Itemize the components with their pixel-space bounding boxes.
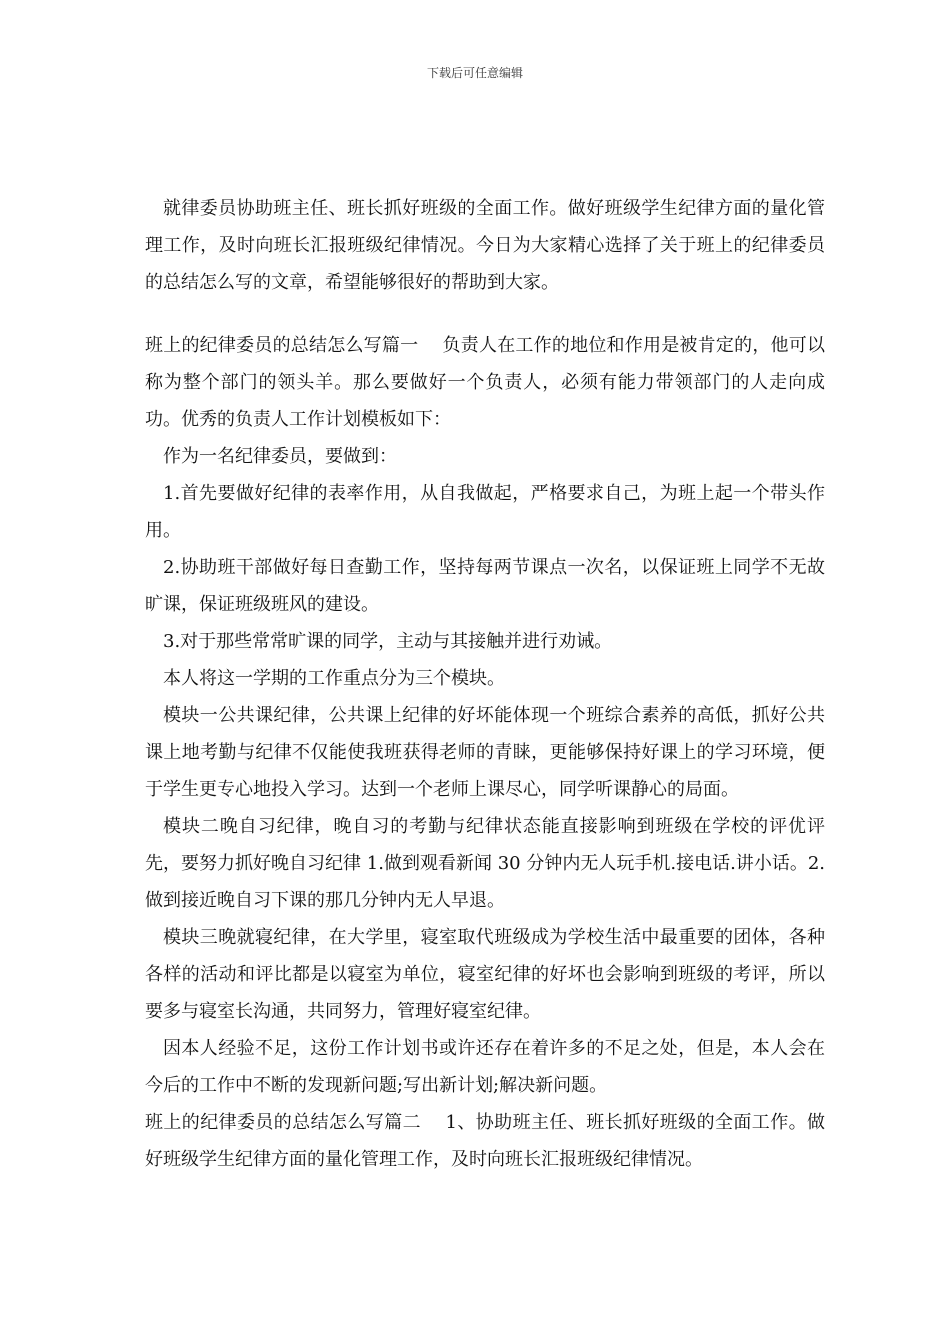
list-item: 2.协助班干部做好每日查勤工作，坚持每两节课点一次名，以保证班上同学不无故旷课，保证班级班风的建设。	[145, 557, 825, 615]
section-two-heading-paragraph: 班上的纪律委员的总结怎么写篇二 1、协助班主任、班长抓好班级的全面工作。做好班级学生纪律方面的量化管理工作，及时向班长汇报班级纪律情况。	[145, 1112, 825, 1170]
module-two-paragraph: 模块二晚自习纪律，晚自习的考勤与纪律状态能直接影响到班级在学校的评优评先，要努力抓好晚自习纪律 1.做到观看新闻 30 分钟内无人玩手机.接电话.讲小话。2.做到接近晚自习下课的那几分钟内无人早退。	[145, 816, 825, 911]
body-paragraph: 作为一名纪律委员，要做到：	[163, 446, 397, 467]
page-header: 下载后可任意编辑	[426, 66, 523, 80]
list-item: 1.首先要做好纪律的表率作用，从自我做起，严格要求自己，为班上起一个带头作用。	[145, 483, 825, 541]
module-one-paragraph: 模块一公共课纪律，公共课上纪律的好坏能体现一个班综合素养的高低，抓好公共课上地考勤与纪律不仅能使我班获得老师的青睐，更能够保持好课上的学习环境，便于学生更专心地投入学习。达到一个老师上课尽心，同学听课静心的局面。	[145, 705, 825, 800]
list-item: 3.对于那些常常旷课的同学，主动与其接触并进行劝诫。	[163, 631, 613, 652]
intro-paragraph: 就律委员协助班主任、班长抓好班级的全面工作。做好班级学生纪律方面的量化管理工作，及时向班长汇报班级纪律情况。今日为大家精心选择了关于班上的纪律委员的总结怎么写的文章，希望能够很好的帮助到大家。	[145, 198, 825, 293]
module-three-paragraph: 模块三晚就寝纪律，在大学里，寝室取代班级成为学校生活中最重要的团体，各种各样的活动和评比都是以寝室为单位，寝室纪律的好坏也会影响到班级的考评，所以要多与寝室长沟通，共同努力，管理好寝室纪律。	[145, 927, 825, 1022]
body-paragraph: 本人将这一学期的工作重点分为三个模块。	[163, 668, 505, 689]
closing-paragraph: 因本人经验不足，这份工作计划书或许还存在着许多的不足之处，但是，本人会在今后的工作中不断的发现新问题;写出新计划;解决新问题。	[145, 1038, 825, 1096]
section-one-heading-paragraph: 班上的纪律委员的总结怎么写篇一 负责人在工作的地位和作用是被肯定的，他可以称为整个部门的领头羊。那么要做好一个负责人，必须有能力带领部门的人走向成功。优秀的负责人工作计划模板如下：	[145, 335, 825, 430]
document-body	[145, 190, 825, 1178]
